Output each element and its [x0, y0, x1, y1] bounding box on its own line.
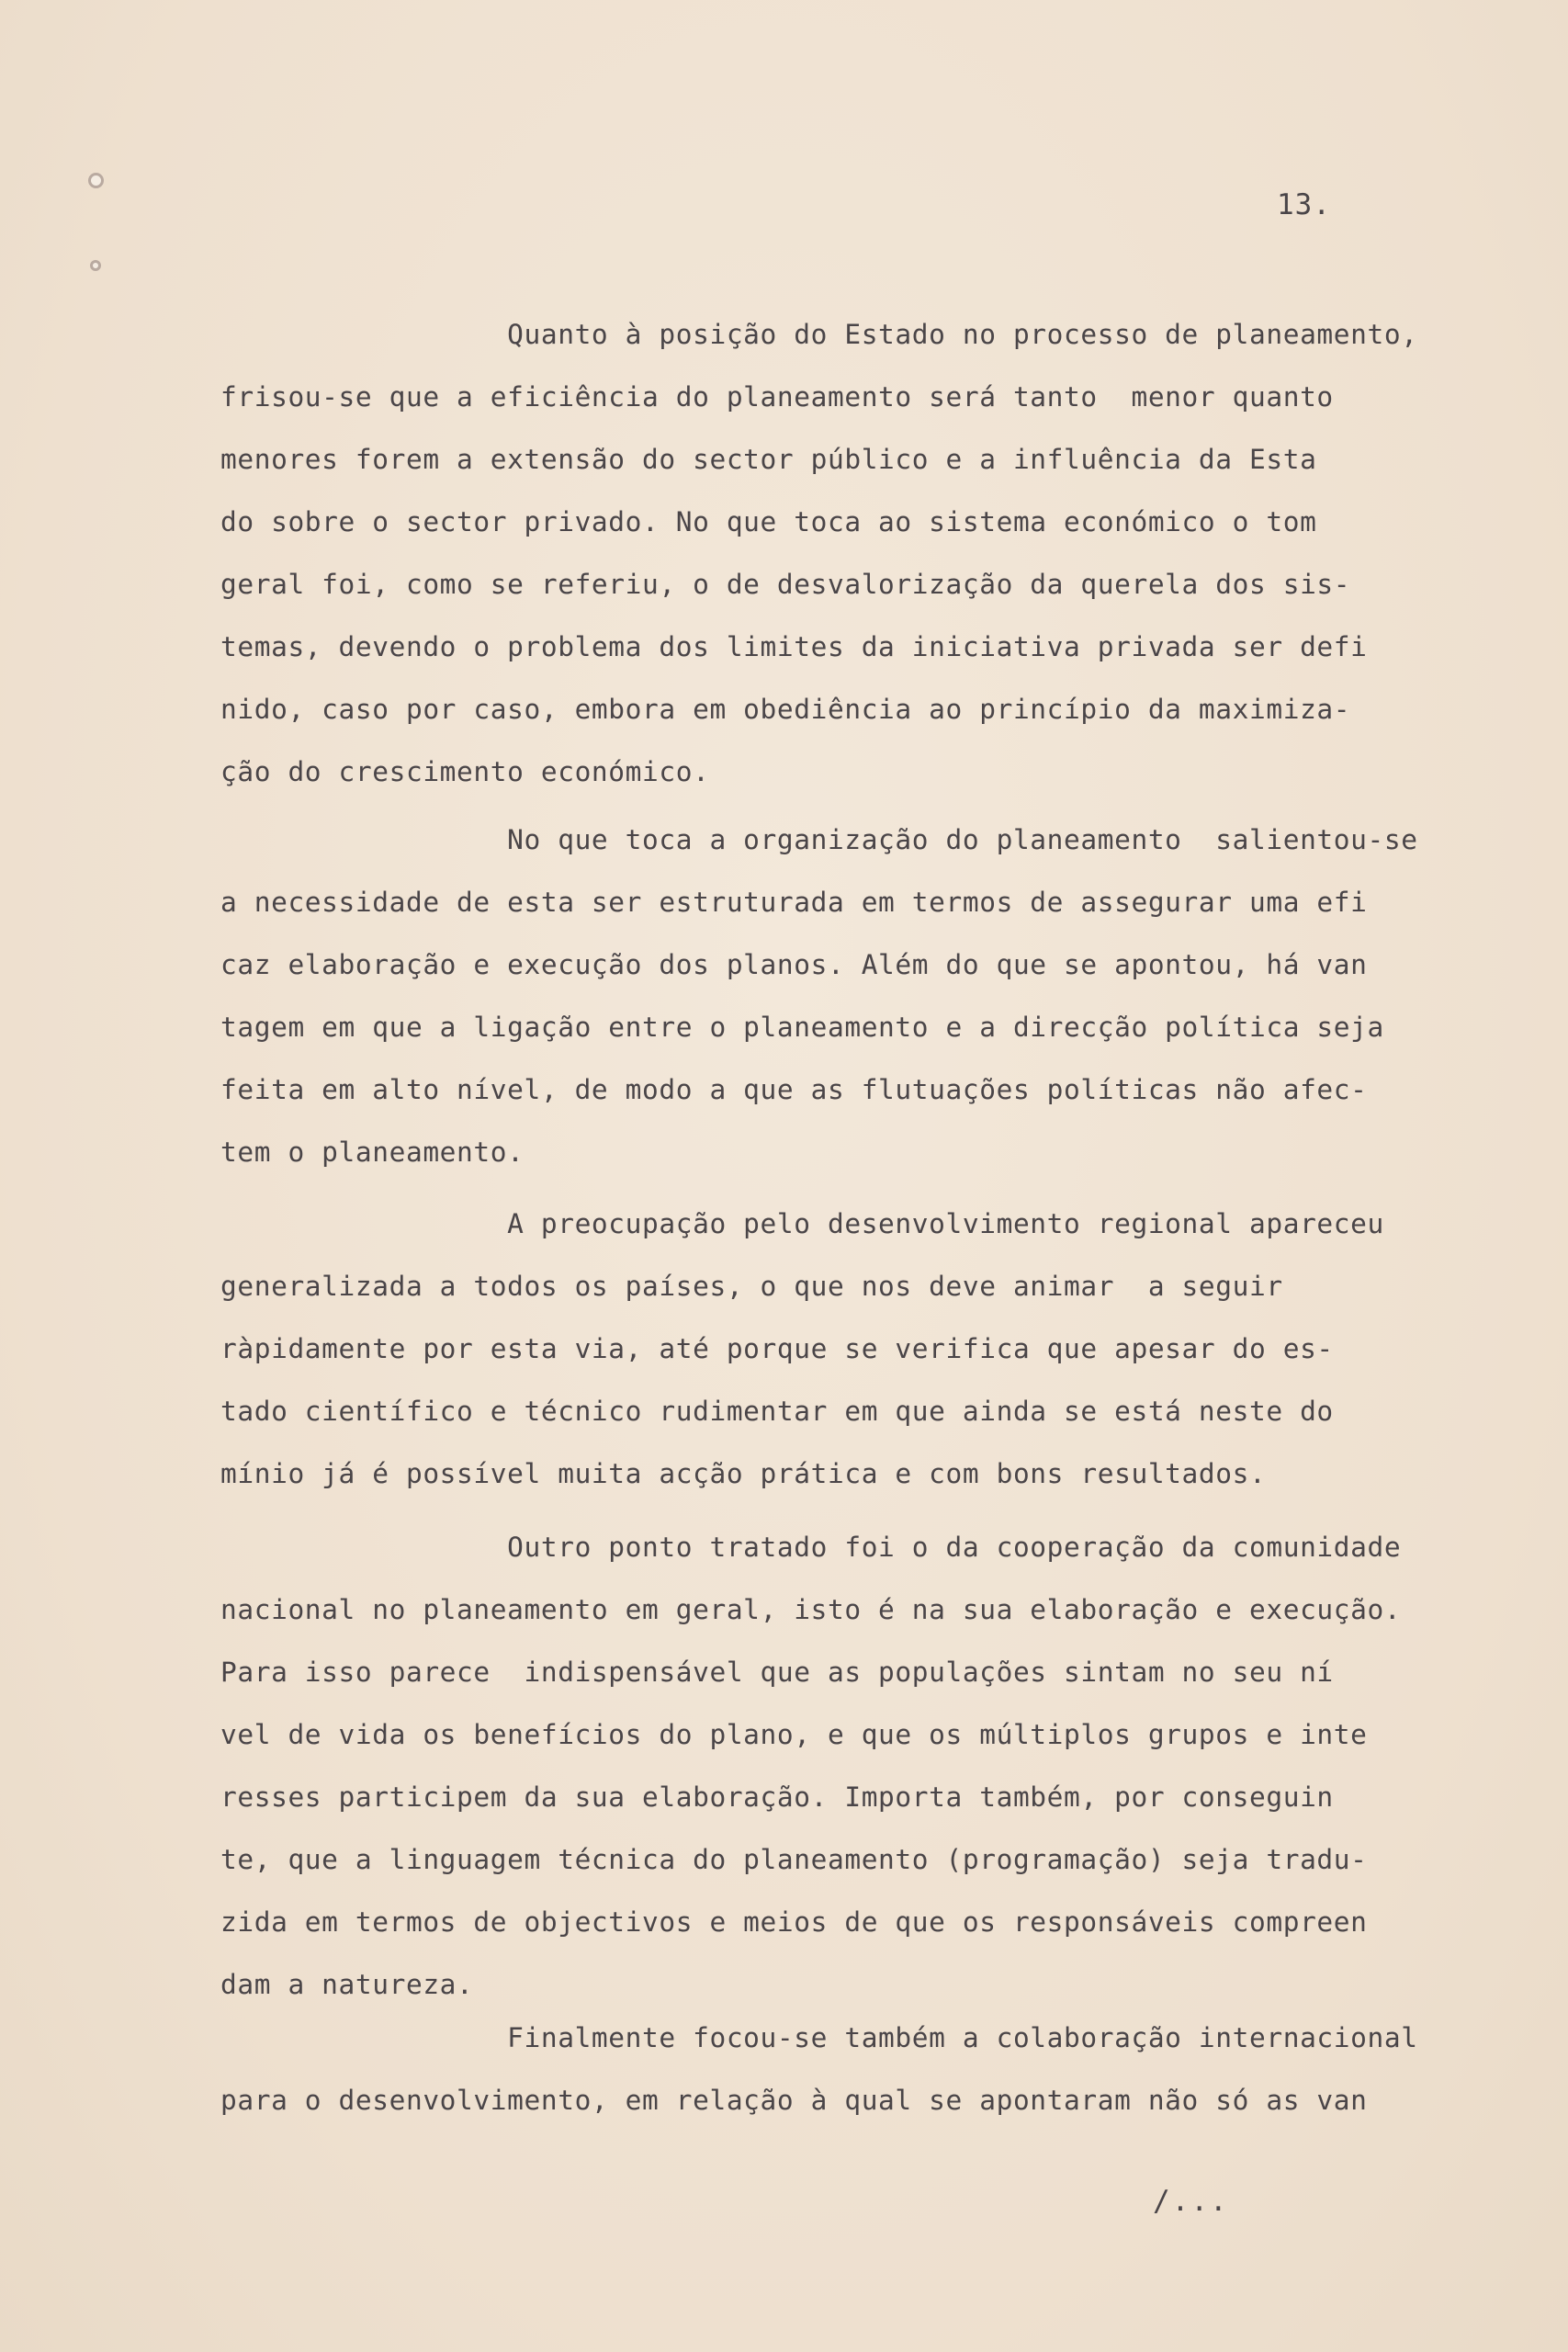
text-line: Quanto à posição do Estado no processo de planeamento, — [220, 319, 1418, 350]
text-line: caz elaboração e execução dos planos. Além do que se apontou, há van — [220, 949, 1368, 980]
text-line: Para isso parece indispensável que as populações sintam no seu ní — [220, 1657, 1334, 1688]
continuation-mark: /... — [1153, 2185, 1229, 2218]
text-line: ràpidamente por esta via, até porque se verifica que apesar do es- — [220, 1333, 1334, 1364]
text-line: zida em termos de objectivos e meios de que os responsáveis compreen — [220, 1906, 1368, 1938]
text-line: Finalmente focou-se também a colaboração internacional — [220, 2022, 1418, 2053]
text-line: ção do crescimento económico. — [220, 756, 710, 787]
paragraph-state-position — [220, 303, 1506, 803]
text-line: para o desenvolvimento, em relação à qual se apontaram não só as van — [220, 2085, 1368, 2116]
punch-hole-top — [88, 173, 104, 188]
text-line: A preocupação pelo desenvolvimento regional apareceu — [220, 1208, 1384, 1239]
text-line: tem o planeamento. — [220, 1136, 525, 1168]
text-line: menores forem a extensão do sector público e a influência da Esta — [220, 444, 1317, 475]
punch-hole-bottom — [90, 260, 101, 271]
text-line: feita em alto nível, de modo a que as flutuações políticas não afec- — [220, 1074, 1368, 1105]
text-line: nacional no planeamento em geral, isto é na sua elaboração e execução. — [220, 1594, 1402, 1625]
paragraph-planning-organization — [220, 808, 1506, 1183]
text-line: mínio já é possível muita acção prática e com bons resultados. — [220, 1458, 1267, 1489]
paragraph-international-collaboration — [220, 2007, 1506, 2132]
text-line: nido, caso por caso, embora em obediência ao princípio da maximiza- — [220, 694, 1351, 725]
paragraph-national-cooperation — [220, 1516, 1506, 2016]
text-line: dam a natureza. — [220, 1969, 474, 2000]
paragraph-regional-development — [220, 1193, 1506, 1505]
text-line: tagem em que a ligação entre o planeamento e a direcção política seja — [220, 1012, 1384, 1043]
text-line: vel de vida os benefícios do plano, e que os múltiplos grupos e inte — [220, 1719, 1368, 1750]
text-line: a necessidade de esta ser estruturada em termos de assegurar uma efi — [220, 887, 1368, 918]
text-line: frisou-se que a eficiência do planeamento será tanto menor quanto — [220, 381, 1334, 413]
text-line: generalizada a todos os países, o que nos deve animar a seguir — [220, 1271, 1283, 1302]
text-line: te, que a linguagem técnica do planeamento (programação) seja tradu- — [220, 1844, 1368, 1875]
text-line: do sobre o sector privado. No que toca ao sistema económico o tom — [220, 506, 1317, 537]
text-line: tado científico e técnico rudimentar em que ainda se está neste do — [220, 1396, 1334, 1427]
page-number: 13. — [1277, 188, 1331, 221]
text-line: temas, devendo o problema dos limites da iniciativa privada ser defi — [220, 631, 1368, 662]
text-line: geral foi, como se referiu, o de desvalorização da querela dos sis- — [220, 569, 1351, 600]
text-line: resses participem da sua elaboração. Importa também, por conseguin — [220, 1781, 1334, 1813]
text-line: Outro ponto tratado foi o da cooperação da comunidade — [220, 1532, 1402, 1563]
text-line: No que toca a organização do planeamento salientou-se — [220, 824, 1418, 855]
